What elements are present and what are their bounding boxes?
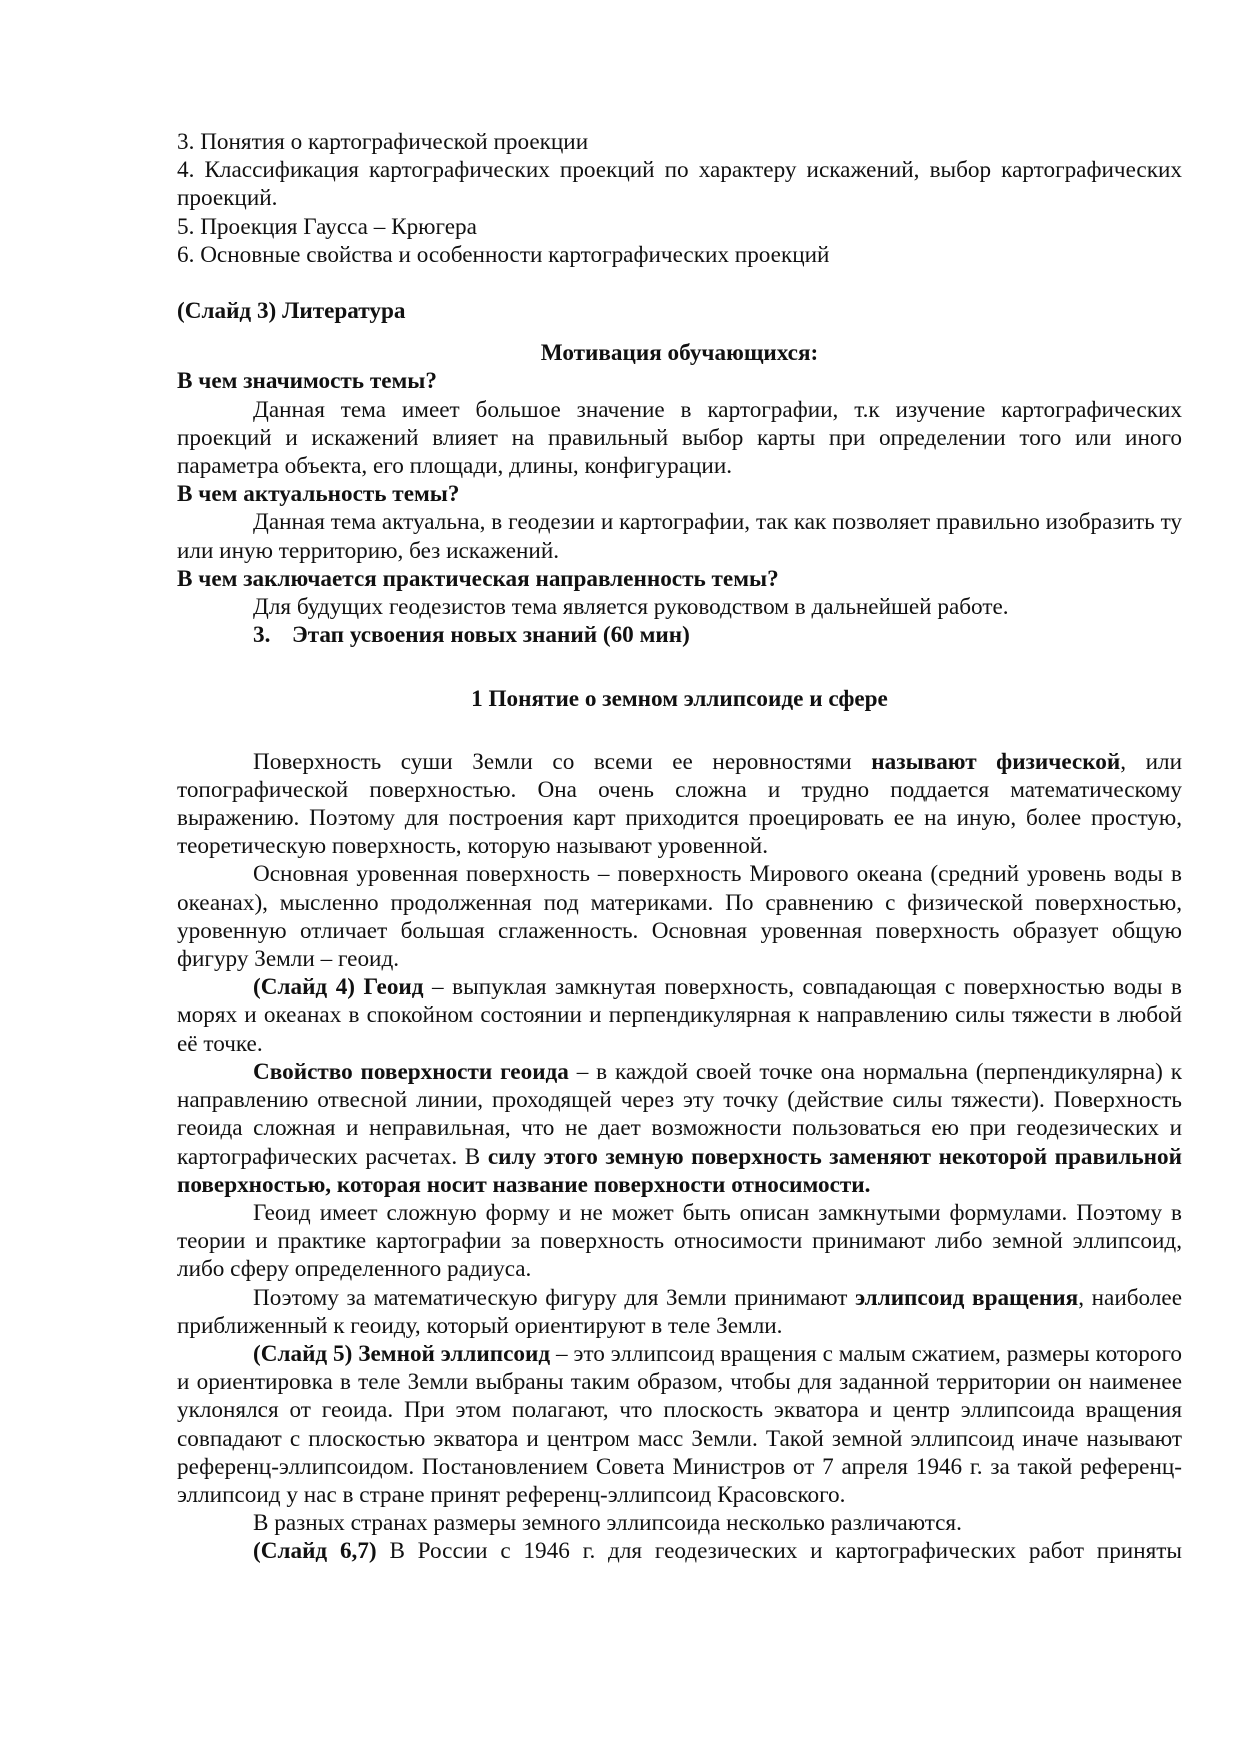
section-body: [177, 748, 1182, 1566]
stage-number: 3.: [253, 622, 271, 649]
bold-term: (Слайд 6,7): [253, 1538, 377, 1565]
text-run: Поверхность суши Земли со всеми ее неровностями: [253, 748, 872, 775]
bold-term: (Слайд 5) Земной эллипсоид: [253, 1340, 551, 1367]
topic-item-3: 3. Понятия о картографической проекции: [177, 129, 589, 155]
document-page: [177, 128, 1182, 1566]
answer-relevance: Данная тема актуальна, в геодезии и картографии, так как позволяет правильно изобразить ту или иную территорию, без искажений.: [177, 509, 1182, 564]
question-relevance: В чем актуальность темы?: [177, 481, 460, 508]
bold-term: силу этого земную поверхность заменяют некоторой правильной поверхностью, которая носит название поверхности относимости.: [177, 1143, 1182, 1198]
bold-term: называют физической: [871, 748, 1121, 775]
answer-significance: Данная тема имеет большое значение в картографии, т.к изучение картографических проекций и искажений влияет на правильный выбор карты при определении того или иного параметра объекта, его площади, длины, конфигурации.: [177, 396, 1182, 480]
text-run: , наиболее приближенный к геоиду, который ориентируют в теле Земли.: [177, 1284, 1182, 1339]
topic-item-4: 4. Классификация картографических проекций по характеру искажений, выбор картографических проекций.: [177, 157, 1182, 212]
text-run: В России с 1946 г. для геодезических и картографических работ приняты: [376, 1538, 1182, 1565]
paragraph-geoid: [177, 973, 1182, 1058]
text-run: – в каждой своей точке она нормальна (перпендикулярна) к направлению отвесной линии, проходящей через эту точку (действие силы тяжести). Поверхность геоида сложная и неправильная, что не дает возможности пользоваться ею при геодезических и картографических расчетах. В: [177, 1058, 1182, 1170]
paragraph-earth-ellipsoid: [177, 1340, 1182, 1509]
text-run: – выпуклая замкнутая поверхность, совпадающая с поверхностью воды в морях и океанах в спокойном состоянии и перпендикулярная к направлению силы тяжести в любой её точке.: [177, 974, 1182, 1057]
literature-heading: (Слайд 3) Литература: [177, 298, 406, 325]
stage-heading: [177, 621, 1182, 649]
paragraph-geoid-form: Геоид имеет сложную форму и не может быть описан замкнутыми формулами. Поэтому в теории и практике картографии за поверхность относимости принимают либо земной эллипсоид, либо сферу определенного радиуса.: [177, 1199, 1182, 1283]
text-run: – это эллипсоид вращения с малым сжатием, размеры которого и ориентировка в теле Земли выбраны таким образом, чтобы для заданной территории он наименее уклонялся от геоида. При этом полагают, что плоскость экватора и центр эллипсоида вращения совпадают с плоскостью экватора и центром масс Земли. Такой земной эллипсоид иначе называют референц-эллипсоидом. Постановлением Совета Министров от 7 апреля 1946 г. за такой референц-эллипсоид у нас в стране принят референц-эллипсоид Красовского.: [177, 1340, 1182, 1508]
question-significance: В чем значимость темы?: [177, 368, 437, 395]
section-title: 1 Понятие о земном эллипсоиде и сфере: [471, 686, 888, 713]
paragraph-level-surface: Основная уровенная поверхность – поверхность Мирового океана (средний уровень воды в океанах), мысленно продолженная под материками. По сравнению с физической поверхностью, уровенную отличает большая сглаженность. Основная уровенная поверхность образует общую фигуру Земли – геоид.: [177, 861, 1182, 973]
topic-item-6: 6. Основные свойства и особенности картографических проекций: [177, 241, 830, 268]
paragraph-russia-1946: [177, 1537, 1182, 1565]
text-run: Поэтому за математическую фигуру для Земли принимают: [253, 1284, 856, 1311]
paragraph-physical-surface: [177, 748, 1182, 861]
bold-term: Свойство поверхности геоида: [253, 1058, 569, 1085]
paragraph-ellipsoid-rotation: [177, 1284, 1182, 1340]
paragraph-country-differences: В разных странах размеры земного эллипсоида несколько различаются.: [253, 1510, 962, 1537]
bold-term: эллипсоид вращения: [855, 1284, 1079, 1311]
stage-label: Этап усвоения новых знаний (60 мин): [292, 622, 690, 649]
question-practical: В чем заключается практическая направленность темы?: [177, 565, 779, 592]
motivation-title: Мотивация обучающихся:: [540, 340, 819, 367]
paragraph-geoid-property: [177, 1058, 1182, 1199]
text-run: , или топографической поверхностью. Она очень сложна и трудно поддается математическому выражению. Поэтому для построения карт приходится проецировать ее на иную, более простую, теоретическую поверхность, которую называют уровенной.: [177, 748, 1182, 860]
topic-list: [177, 128, 1182, 269]
topic-item-5: 5. Проекция Гаусса – Крюгера: [177, 213, 477, 240]
answer-practical: Для будущих геодезистов тема является руководством в дальнейшей работе.: [253, 594, 1009, 621]
bold-term: (Слайд 4) Геоид: [253, 974, 424, 1001]
